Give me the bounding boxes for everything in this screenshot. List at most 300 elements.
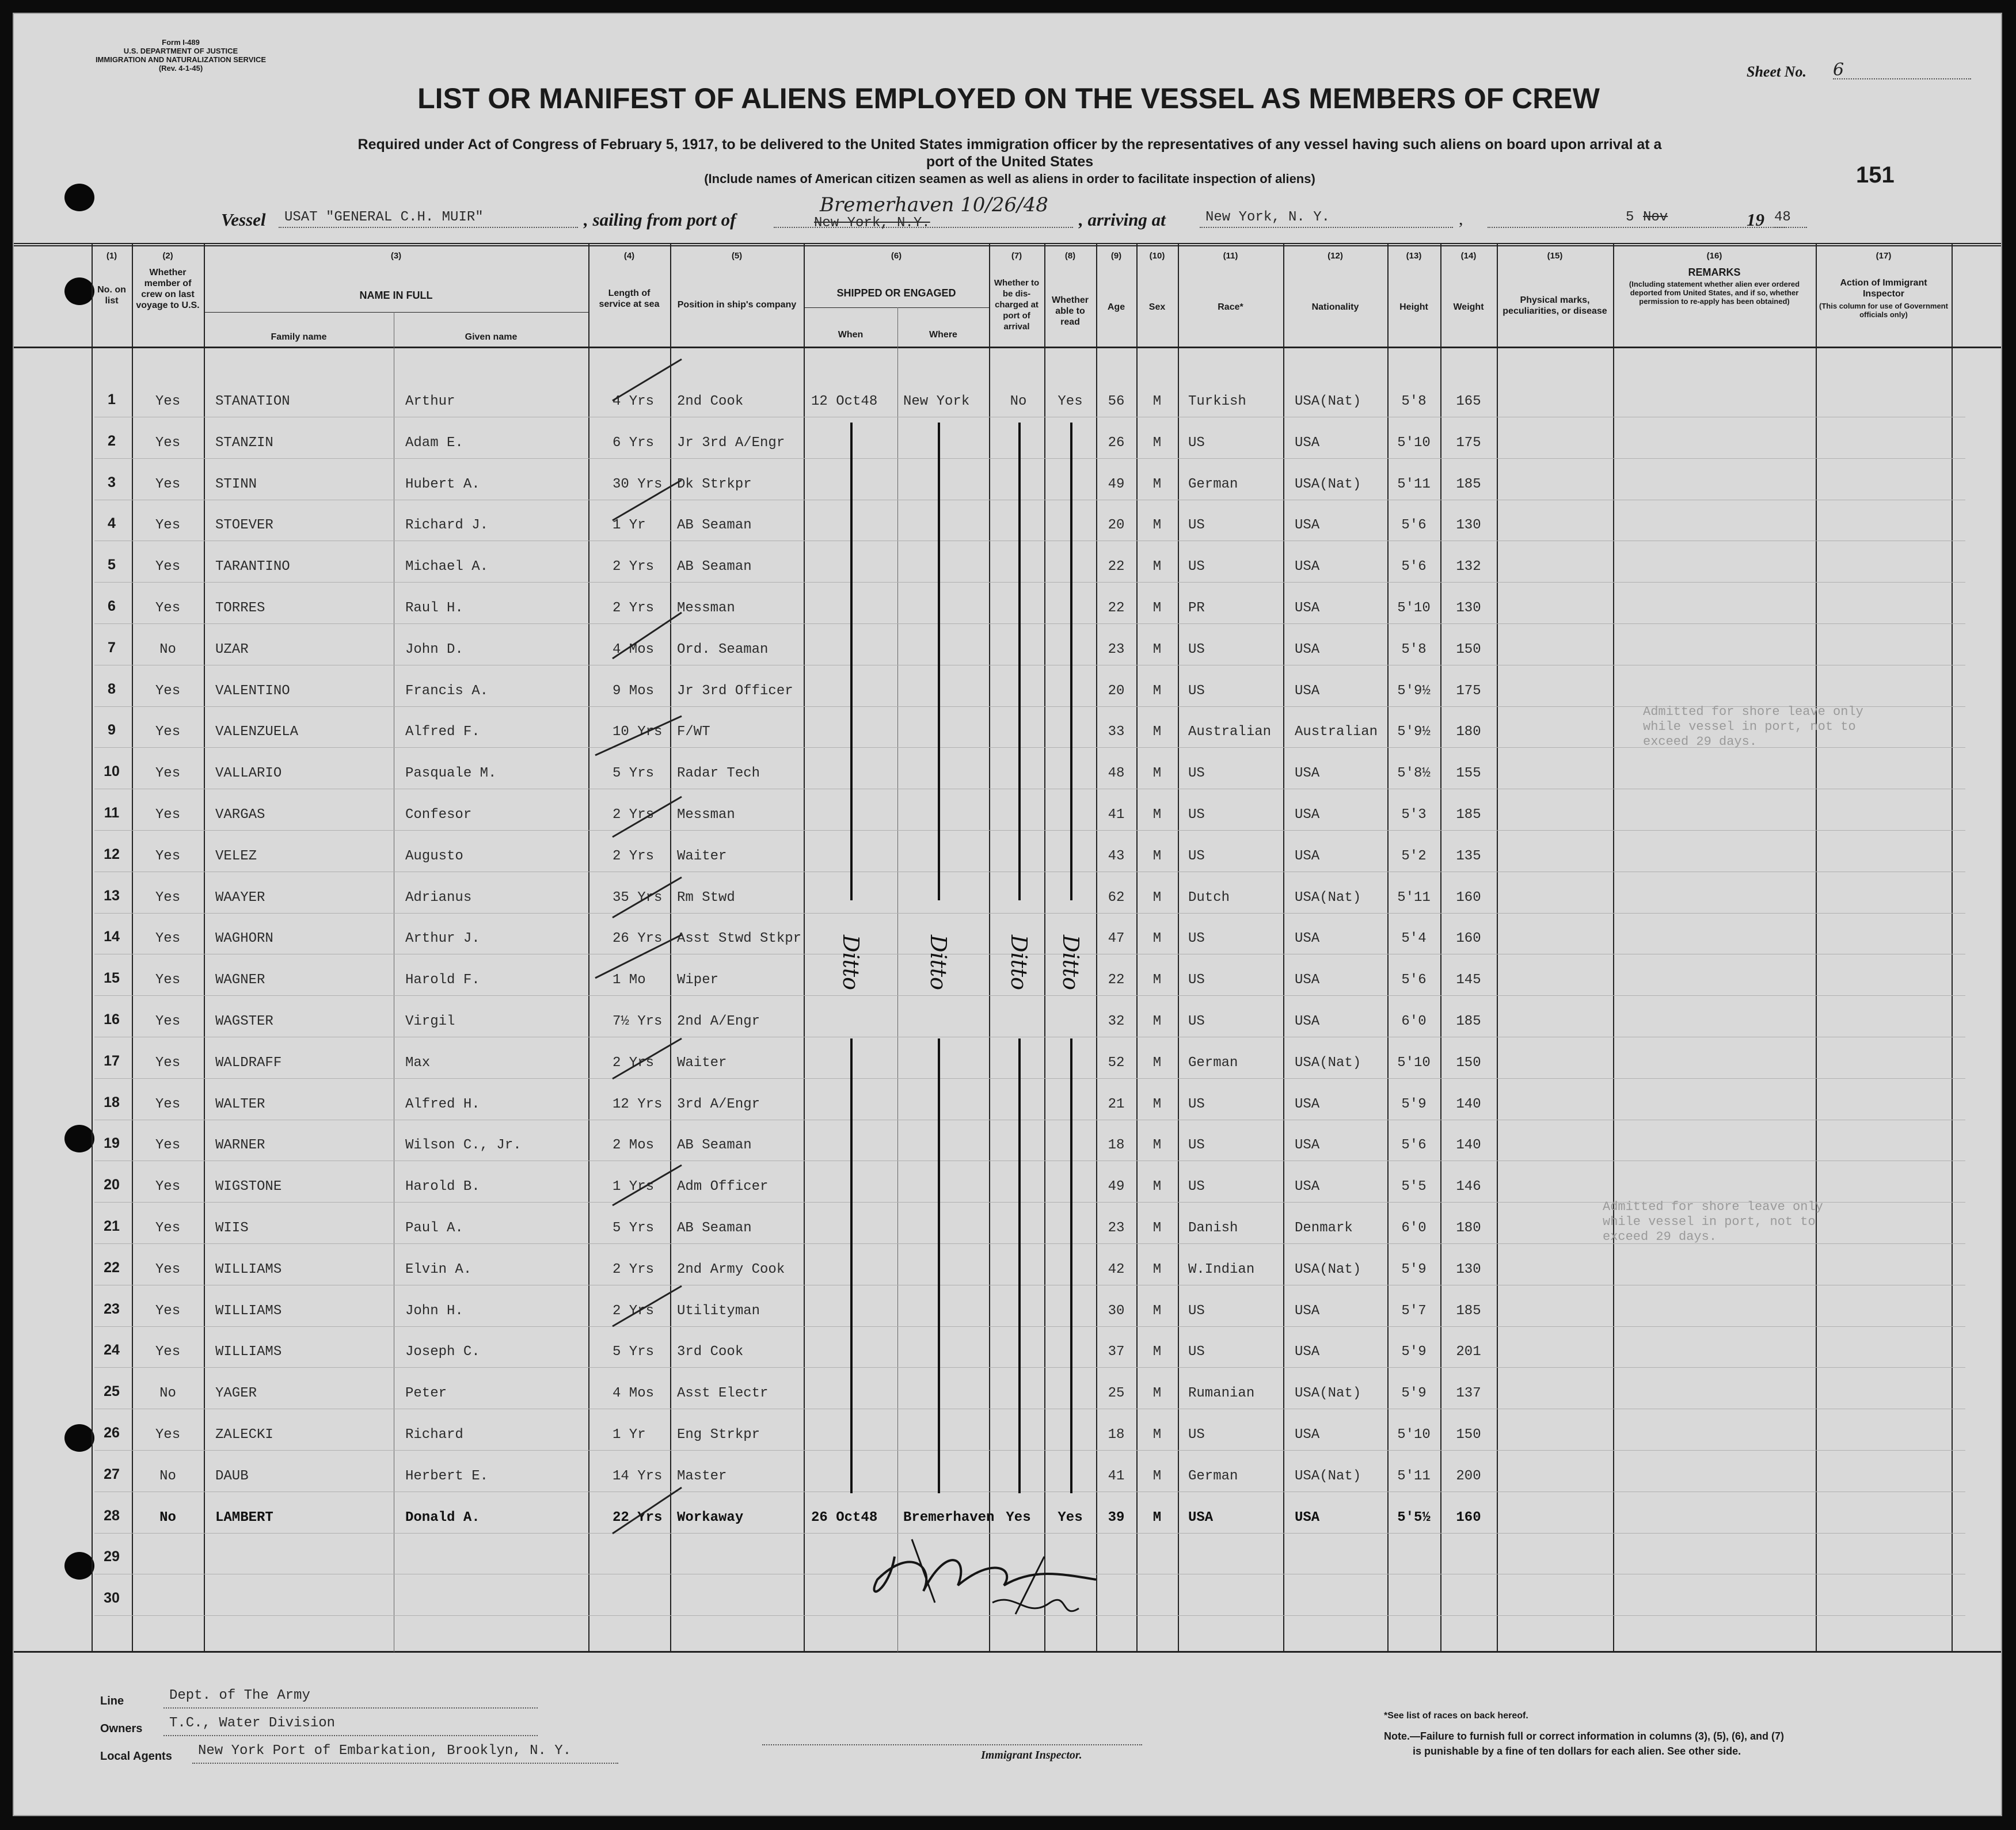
- cell-age: 41: [1108, 1468, 1125, 1484]
- ditto-mark: Ditto: [926, 935, 951, 991]
- cell-nationality: USA(Nat): [1295, 1386, 1361, 1401]
- cell-race: US: [1188, 931, 1205, 946]
- cell-given: Arthur J.: [405, 931, 480, 946]
- header-sex: Sex: [1148, 302, 1166, 312]
- header-weight: Weight: [1453, 302, 1484, 312]
- cell-service: 6 Yrs: [613, 435, 655, 451]
- manifest-sheet: [13, 13, 2002, 1816]
- cell-age: 22: [1108, 600, 1125, 616]
- cell-position: AB Seaman: [677, 1137, 752, 1153]
- header-action-sub: (This column for use of Government officials only): [1819, 302, 1948, 319]
- cell-position: 2nd Army Cook: [677, 1262, 785, 1277]
- cell-race: US: [1188, 518, 1205, 533]
- cell-sex: M: [1152, 1427, 1162, 1443]
- row-number: 26: [104, 1425, 120, 1441]
- race-note: *See list of races on back hereof.: [1384, 1711, 1528, 1721]
- cell-sex: M: [1152, 1137, 1162, 1153]
- cell-sex: M: [1152, 435, 1162, 451]
- row-number: 14: [104, 929, 120, 945]
- cell-height: 5'4: [1401, 931, 1427, 946]
- cell-position: Jr 3rd A/Engr: [677, 435, 785, 451]
- cell-nationality: USA: [1295, 1344, 1320, 1360]
- cell-sex: M: [1152, 1303, 1162, 1319]
- cell-nationality: USA: [1295, 1303, 1320, 1319]
- cell-service: 1 Mo: [613, 972, 646, 988]
- cell-position: Asst Electr: [677, 1386, 769, 1401]
- shore-leave-stamp: Admitted for shore leave only while vessel in port, not to exceed 29 days.: [1643, 705, 1863, 749]
- cell-given: Joseph C.: [405, 1344, 480, 1360]
- cell-height: 5'3: [1401, 807, 1427, 823]
- cell-sex: M: [1152, 1262, 1162, 1277]
- cell-race: Dutch: [1188, 890, 1230, 906]
- cell-height: 5'9: [1401, 1344, 1427, 1360]
- cell-read: Yes: [1058, 394, 1083, 409]
- cell-position: Asst Stwd Stkpr: [677, 931, 802, 946]
- cell-given: Richard: [405, 1427, 463, 1443]
- cell-family: WAGSTER: [215, 1014, 273, 1029]
- cell-race: US: [1188, 1344, 1205, 1360]
- cell-crew: Yes: [155, 1262, 181, 1277]
- header-no-on-list: No. on list: [97, 285, 126, 306]
- cell-position: 3rd A/Engr: [677, 1097, 760, 1112]
- cell-given: Raul H.: [405, 600, 463, 616]
- cell-family: DAUB: [215, 1468, 249, 1484]
- row-number: 12: [104, 846, 120, 862]
- cell-weight: 175: [1456, 683, 1481, 699]
- cell-height: 5'8: [1401, 642, 1427, 657]
- cell-crew: Yes: [155, 1344, 181, 1360]
- line-value: Dept. of The Army: [169, 1688, 310, 1703]
- cell-race: US: [1188, 435, 1205, 451]
- cell-service: 5 Yrs: [613, 766, 655, 781]
- cell-service: 12 Yrs: [613, 1097, 663, 1112]
- header-race: Race*: [1218, 302, 1243, 312]
- sailing-port-handwritten: Bremerhaven 10/26/48: [820, 193, 1048, 216]
- cell-position: Rm Stwd: [677, 890, 735, 906]
- cell-weight: 200: [1456, 1468, 1481, 1484]
- row-number: 19: [104, 1135, 120, 1151]
- arriving-port: New York, N. Y.: [1205, 210, 1330, 225]
- cell-sex: M: [1152, 1344, 1162, 1360]
- cell-weight: 160: [1456, 931, 1481, 946]
- cell-position: Waiter: [677, 849, 727, 864]
- header-where: Where: [929, 330, 957, 340]
- cell-nationality: USA: [1295, 849, 1320, 864]
- cell-crew: Yes: [155, 807, 181, 823]
- cell-crew: Yes: [155, 931, 181, 946]
- cell-weight: 150: [1456, 642, 1481, 657]
- cell-given: Hubert A.: [405, 477, 480, 492]
- cell-service: 35 Yrs: [613, 890, 663, 906]
- header-family-name: Family name: [271, 332, 327, 342]
- ditto-mark: Ditto: [1006, 935, 1032, 991]
- cell-age: 49: [1108, 477, 1125, 492]
- column-number: (16): [1706, 251, 1722, 261]
- cell-service: 1 Yr: [613, 518, 646, 533]
- cell-position: Messman: [677, 600, 735, 616]
- cell-nationality: USA: [1295, 1014, 1320, 1029]
- cell-nationality: Australian: [1295, 724, 1378, 740]
- cell-weight: 130: [1456, 1262, 1481, 1277]
- header-nationality: Nationality: [1311, 302, 1359, 312]
- cell-height: 5'10: [1397, 600, 1431, 616]
- cell-nationality: USA: [1295, 972, 1320, 988]
- cell-family: WAGHORN: [215, 931, 273, 946]
- cell-given: Herbert E.: [405, 1468, 489, 1484]
- cell-race: W.Indian: [1188, 1262, 1255, 1277]
- cell-family: WIIS: [215, 1220, 249, 1236]
- cell-nationality: USA: [1295, 1510, 1320, 1525]
- form-identifier: Form I-489 U.S. DEPARTMENT OF JUSTICE IMMIGRATION AND NATURALIZATION SERVICE (Rev. 4-1-45): [95, 38, 267, 73]
- cell-race: Rumanian: [1188, 1386, 1255, 1401]
- cell-given: Donald A.: [405, 1510, 480, 1525]
- cell-weight: 140: [1456, 1097, 1481, 1112]
- sheet-number: 6: [1833, 60, 1844, 80]
- column-number: (17): [1876, 251, 1892, 261]
- cell-sex: M: [1152, 559, 1162, 575]
- header-crew-last-voyage: Whether member of crew on last voyage to U.S.: [136, 268, 200, 310]
- arrival-month: Nov: [1643, 210, 1668, 225]
- cell-when: 26 Oct48: [811, 1510, 878, 1525]
- header-remarks: REMARKS: [1688, 267, 1741, 278]
- cell-family: STANZIN: [215, 435, 273, 451]
- cell-weight: 185: [1456, 1303, 1481, 1319]
- cell-race: Danish: [1188, 1220, 1238, 1236]
- cell-position: Waiter: [677, 1055, 727, 1071]
- cell-sex: M: [1152, 890, 1162, 906]
- cell-given: Virgil: [405, 1014, 455, 1029]
- cell-crew: Yes: [155, 1097, 181, 1112]
- cell-given: Alfred F.: [405, 724, 480, 740]
- inspector-label: Immigrant Inspector.: [981, 1749, 1082, 1761]
- cell-nationality: Denmark: [1295, 1220, 1353, 1236]
- cell-family: LAMBERT: [215, 1510, 273, 1525]
- cell-service: 1 Yrs: [613, 1179, 655, 1194]
- cell-height: 5'8: [1401, 394, 1427, 409]
- cell-crew: Yes: [155, 600, 181, 616]
- cell-nationality: USA(Nat): [1295, 477, 1361, 492]
- cell-crew: Yes: [155, 724, 181, 740]
- cell-service: 10 Yrs: [613, 724, 663, 740]
- cell-race: US: [1188, 849, 1205, 864]
- cell-height: 5'9: [1401, 1097, 1427, 1112]
- cell-age: 20: [1108, 683, 1125, 699]
- row-number: 23: [104, 1301, 120, 1317]
- cell-nationality: USA: [1295, 1137, 1320, 1153]
- row-number: 24: [104, 1342, 120, 1358]
- cell-height: 5'6: [1401, 972, 1427, 988]
- cell-read: Yes: [1058, 1510, 1083, 1525]
- cell-sex: M: [1152, 1097, 1162, 1112]
- row-number: 10: [104, 763, 120, 779]
- cell-race: US: [1188, 766, 1205, 781]
- cell-given: Confesor: [405, 807, 472, 823]
- cell-race: US: [1188, 972, 1205, 988]
- cell-nationality: USA: [1295, 766, 1320, 781]
- column-number: (1): [106, 251, 117, 261]
- cell-weight: 135: [1456, 849, 1481, 864]
- cell-weight: 132: [1456, 559, 1481, 575]
- cell-given: Wilson C., Jr.: [405, 1137, 522, 1153]
- service-check-marks: [14, 14, 2002, 1816]
- cell-weight: 160: [1456, 1510, 1481, 1525]
- sailing-label: , sailing from port of: [584, 210, 736, 230]
- cell-age: 21: [1108, 1097, 1125, 1112]
- column-number: (7): [1011, 251, 1022, 261]
- row-number: 27: [104, 1466, 120, 1482]
- cell-nationality: USA(Nat): [1295, 1055, 1361, 1071]
- manifest-title: LIST OR MANIFEST OF ALIENS EMPLOYED ON THE VESSEL AS MEMBERS OF CREW: [417, 82, 1600, 115]
- vessel-label: Vessel: [221, 210, 266, 230]
- cell-nationality: USA: [1295, 642, 1320, 657]
- cell-position: Radar Tech: [677, 766, 760, 781]
- header-height: Height: [1399, 302, 1428, 312]
- cell-position: AB Seaman: [677, 1220, 752, 1236]
- row-number: 15: [104, 970, 120, 986]
- cell-position: 2nd Cook: [677, 394, 744, 409]
- owners-label: Owners: [100, 1722, 143, 1735]
- row-number: 2: [108, 433, 116, 449]
- cell-crew: Yes: [155, 683, 181, 699]
- cell-crew: No: [159, 1510, 176, 1525]
- cell-height: 5'9½: [1397, 724, 1431, 740]
- column-number: (5): [731, 251, 743, 261]
- cell-family: WILLIAMS: [215, 1262, 282, 1277]
- cell-race: German: [1188, 1468, 1238, 1484]
- cell-nationality: USA: [1295, 600, 1320, 616]
- cell-discharged: Yes: [1006, 1510, 1031, 1525]
- row-number: 5: [108, 557, 116, 573]
- cell-position: Wiper: [677, 972, 719, 988]
- column-number: (15): [1547, 251, 1563, 261]
- cell-family: WILLIAMS: [215, 1344, 282, 1360]
- cell-race: US: [1188, 1303, 1205, 1319]
- cell-weight: 185: [1456, 1014, 1481, 1029]
- cell-race: US: [1188, 1427, 1205, 1443]
- cell-age: 30: [1108, 1303, 1125, 1319]
- header-name-in-full: NAME IN FULL: [359, 290, 433, 301]
- ditto-mark: Ditto: [838, 935, 864, 991]
- requirement-text: Required under Act of Congress of February 5, 1917, to be delivered to the United States immigration officer by the representatives of any vessel having such aliens on board upon arrival at a port of the United States (Include names of American citizen seamen as well as aliens in order to facilitate inspection of aliens): [357, 136, 1662, 186]
- row-number: 9: [108, 722, 116, 738]
- cell-nationality: USA: [1295, 1097, 1320, 1112]
- cell-nationality: USA: [1295, 518, 1320, 533]
- cell-crew: Yes: [155, 972, 181, 988]
- row-number: 21: [104, 1218, 120, 1234]
- sailing-port-typed: New York, N.Y.: [814, 215, 930, 231]
- cell-given: Elvin A.: [405, 1262, 472, 1277]
- row-number: 30: [104, 1590, 120, 1606]
- arrival-day: 5: [1626, 210, 1634, 225]
- cell-race: German: [1188, 477, 1238, 492]
- cell-weight: 130: [1456, 518, 1481, 533]
- cell-race: US: [1188, 559, 1205, 575]
- cell-service: 14 Yrs: [613, 1468, 663, 1484]
- cell-nationality: USA: [1295, 1427, 1320, 1443]
- cell-crew: Yes: [155, 559, 181, 575]
- inspector-signature-line: [762, 1744, 1142, 1745]
- cell-age: 43: [1108, 849, 1125, 864]
- cell-service: 4 Mos: [613, 1386, 655, 1401]
- cell-given: Harold B.: [405, 1179, 480, 1194]
- cell-position: 2nd A/Engr: [677, 1014, 760, 1029]
- row-number: 7: [108, 640, 116, 656]
- cell-crew: Yes: [155, 1055, 181, 1071]
- cell-nationality: USA(Nat): [1295, 394, 1361, 409]
- cell-given: Alfred H.: [405, 1097, 480, 1112]
- row-number: 29: [104, 1549, 120, 1565]
- row-number: 17: [104, 1053, 120, 1069]
- cell-weight: 137: [1456, 1386, 1481, 1401]
- cell-family: VALENTINO: [215, 683, 290, 699]
- cell-where: Bremerhaven: [903, 1510, 995, 1525]
- arriving-label: , arriving at: [1079, 210, 1166, 230]
- header-when: When: [838, 330, 864, 340]
- cell-nationality: USA: [1295, 683, 1320, 699]
- row-number: 13: [104, 888, 120, 904]
- cell-race: Turkish: [1188, 394, 1246, 409]
- cell-where: New York: [903, 394, 970, 409]
- cell-position: Utilityman: [677, 1303, 760, 1319]
- cell-sex: M: [1152, 518, 1162, 533]
- cell-service: 9 Mos: [613, 683, 655, 699]
- cell-family: WARNER: [215, 1137, 265, 1153]
- cell-position: Ord. Seaman: [677, 642, 769, 657]
- cell-weight: 150: [1456, 1055, 1481, 1071]
- cell-crew: Yes: [155, 435, 181, 451]
- cell-service: 22 Yrs: [613, 1510, 663, 1525]
- cell-height: 5'11: [1397, 890, 1431, 906]
- cell-age: 49: [1108, 1179, 1125, 1194]
- cell-age: 26: [1108, 435, 1125, 451]
- cell-age: 22: [1108, 559, 1125, 575]
- cell-given: Adam E.: [405, 435, 463, 451]
- cell-weight: 185: [1456, 477, 1481, 492]
- cell-given: Max: [405, 1055, 431, 1071]
- cell-position: Jr 3rd Officer: [677, 683, 793, 699]
- cell-crew: No: [159, 1386, 176, 1401]
- row-number: 28: [104, 1508, 120, 1524]
- cell-height: 5'11: [1397, 477, 1431, 492]
- cell-crew: Yes: [155, 849, 181, 864]
- cell-age: 33: [1108, 724, 1125, 740]
- cell-family: ZALECKI: [215, 1427, 273, 1443]
- cell-service: 4 Yrs: [613, 394, 655, 409]
- cell-height: 5'6: [1401, 559, 1427, 575]
- row-number: 4: [108, 515, 116, 531]
- cell-weight: 185: [1456, 807, 1481, 823]
- cell-family: VELEZ: [215, 849, 257, 864]
- cell-height: 5'6: [1401, 1137, 1427, 1153]
- cell-service: 1 Yr: [613, 1427, 646, 1443]
- cell-sex: M: [1152, 394, 1162, 409]
- cell-sex: M: [1152, 683, 1162, 699]
- cell-sex: M: [1152, 849, 1162, 864]
- agents-value: New York Port of Embarkation, Brooklyn, N. Y.: [198, 1743, 572, 1759]
- cell-family: STANATION: [215, 394, 290, 409]
- column-number: (3): [390, 251, 402, 261]
- cell-nationality: USA: [1295, 931, 1320, 946]
- cell-sex: M: [1152, 724, 1162, 740]
- cell-age: 41: [1108, 807, 1125, 823]
- cell-sex: M: [1152, 766, 1162, 781]
- penalty-note-2: is punishable by a fine of ten dollars for each alien. See other side.: [1413, 1745, 1741, 1757]
- cell-nationality: USA: [1295, 807, 1320, 823]
- cell-age: 18: [1108, 1137, 1125, 1153]
- cell-nationality: USA: [1295, 559, 1320, 575]
- row-number: 16: [104, 1011, 120, 1028]
- cell-height: 5'9: [1401, 1386, 1427, 1401]
- cell-crew: Yes: [155, 1137, 181, 1153]
- cell-height: 5'7: [1401, 1303, 1427, 1319]
- cell-height: 5'10: [1397, 1427, 1431, 1443]
- cell-crew: Yes: [155, 1014, 181, 1029]
- cell-race: German: [1188, 1055, 1238, 1071]
- cell-race: USA: [1188, 1510, 1214, 1525]
- cell-position: Messman: [677, 807, 735, 823]
- cell-age: 25: [1108, 1386, 1125, 1401]
- cell-given: Arthur: [405, 394, 455, 409]
- cell-height: 5'9: [1401, 1262, 1427, 1277]
- row-number: 11: [104, 805, 120, 821]
- cell-family: YAGER: [215, 1386, 257, 1401]
- cell-race: US: [1188, 1137, 1205, 1153]
- ditto-mark: Ditto: [1058, 935, 1083, 991]
- sheet-label: Sheet No.: [1747, 63, 1806, 80]
- cell-weight: 201: [1456, 1344, 1481, 1360]
- cell-position: 3rd Cook: [677, 1344, 744, 1360]
- cell-crew: No: [159, 642, 176, 657]
- cell-family: UZAR: [215, 642, 249, 657]
- cell-crew: Yes: [155, 766, 181, 781]
- cell-crew: No: [159, 1468, 176, 1484]
- cell-family: STOEVER: [215, 518, 273, 533]
- cell-height: 5'11: [1397, 1468, 1431, 1484]
- header-position: Position in ship's company: [677, 300, 797, 310]
- cell-position: Eng Strkpr: [677, 1427, 760, 1443]
- column-number: (11): [1223, 251, 1238, 261]
- cell-crew: Yes: [155, 1427, 181, 1443]
- cell-service: 2 Yrs: [613, 559, 655, 575]
- cell-age: 22: [1108, 972, 1125, 988]
- column-number: (13): [1406, 251, 1422, 261]
- cell-service: 7½ Yrs: [613, 1014, 663, 1029]
- cell-service: 30 Yrs: [613, 477, 663, 492]
- cell-age: 52: [1108, 1055, 1125, 1071]
- cell-given: John H.: [405, 1303, 463, 1319]
- cell-given: Michael A.: [405, 559, 489, 575]
- line-label: Line: [100, 1695, 124, 1707]
- cell-family: WIGSTONE: [215, 1179, 282, 1194]
- cell-given: Adrianus: [405, 890, 472, 906]
- cell-height: 5'10: [1397, 1055, 1431, 1071]
- cell-crew: Yes: [155, 394, 181, 409]
- cell-height: 5'10: [1397, 435, 1431, 451]
- column-number: (8): [1064, 251, 1076, 261]
- cell-given: Paul A.: [405, 1220, 463, 1236]
- cell-weight: 175: [1456, 435, 1481, 451]
- cell-sex: M: [1152, 931, 1162, 946]
- cell-race: US: [1188, 642, 1205, 657]
- year-suffix: 48: [1774, 210, 1791, 225]
- cell-height: 5'8½: [1397, 766, 1431, 781]
- cell-nationality: USA(Nat): [1295, 890, 1361, 906]
- cell-service: 2 Yrs: [613, 1303, 655, 1319]
- cell-crew: Yes: [155, 518, 181, 533]
- cell-height: 5'2: [1401, 849, 1427, 864]
- cell-crew: Yes: [155, 1220, 181, 1236]
- row-number: 20: [104, 1177, 120, 1193]
